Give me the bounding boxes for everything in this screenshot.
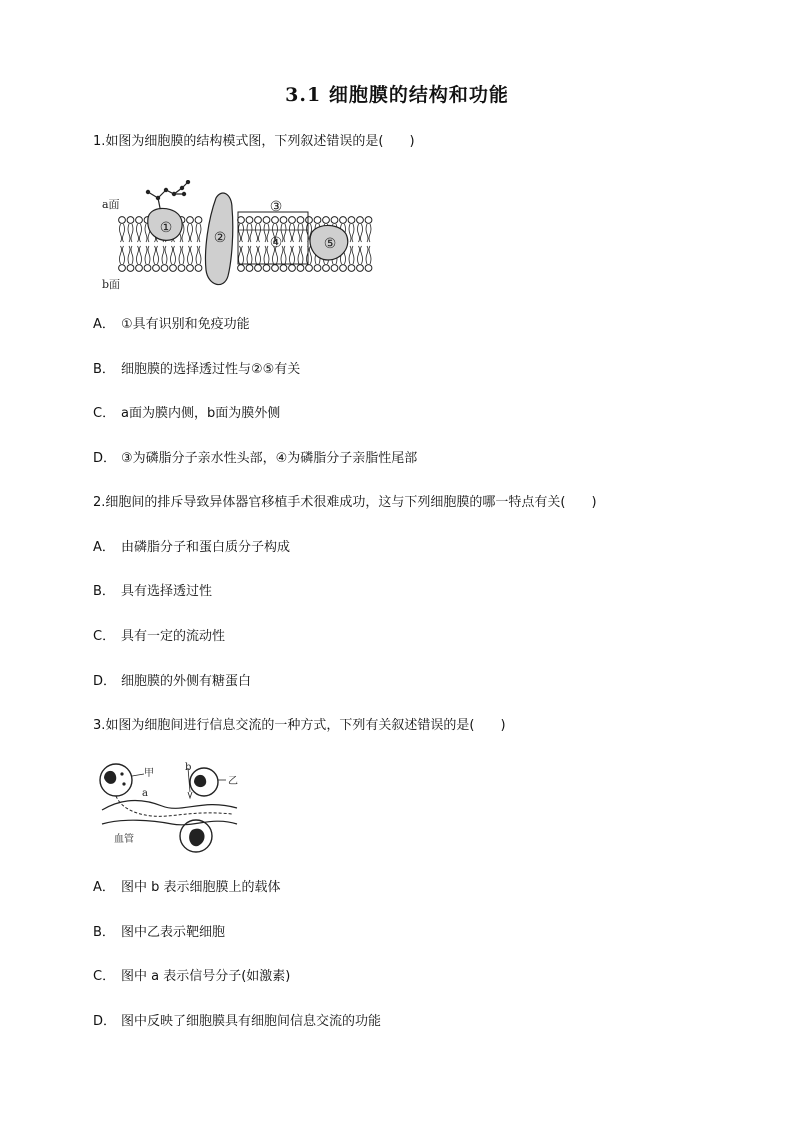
option-text: ①具有识别和免疫功能: [121, 317, 250, 332]
cell-signaling-figure: [92, 758, 252, 858]
lipid-head: [144, 265, 151, 272]
label-jia: 甲: [144, 768, 154, 779]
lipid-head: [246, 265, 253, 272]
lipid-head: [280, 265, 287, 272]
lipid-head: [263, 217, 270, 224]
option-letter: C．: [93, 406, 116, 421]
label-vessel: 血管: [114, 834, 134, 845]
lipid-head: [306, 217, 313, 224]
lipid-head: [289, 217, 296, 224]
marker-1: ①: [159, 220, 173, 236]
lipid-head: [127, 265, 134, 272]
lipid-head: [289, 265, 296, 272]
option-letter: D．: [93, 674, 117, 689]
lipid-head: [136, 265, 143, 272]
lipid-tail: [349, 224, 354, 264]
lipid-head: [187, 265, 194, 272]
lipid-head: [331, 217, 338, 224]
lipid-head: [340, 265, 347, 272]
q1-option-b[interactable]: [93, 361, 300, 379]
option-text: 细胞膜的外侧有糖蛋白: [121, 674, 252, 689]
option-letter: A．: [93, 880, 115, 895]
option-letter: D．: [93, 1014, 117, 1029]
question-1-stem: 1.如图为细胞膜的结构模式图，下列叙述错误的是( ): [93, 134, 415, 149]
signal-molecule-path: [116, 796, 232, 816]
lipid-head: [348, 217, 355, 224]
option-text: 具有选择透过性: [121, 584, 213, 599]
lipid-head: [178, 265, 185, 272]
option-text: 图中反映了细胞膜具有细胞间信息交流的功能: [121, 1014, 382, 1029]
option-letter: B．: [93, 584, 115, 599]
lipid-tail: [137, 224, 142, 264]
lipid-head: [238, 217, 245, 224]
page-title: 3.1 细胞膜的结构和功能: [285, 84, 509, 106]
lipid-head: [263, 265, 270, 272]
lipid-head: [314, 265, 321, 272]
lipid-head: [161, 265, 168, 272]
q3-option-d[interactable]: [93, 1013, 381, 1031]
q2-option-d[interactable]: [93, 673, 251, 691]
lipid-head: [306, 265, 313, 272]
label-a: a: [142, 788, 148, 799]
lipid-head: [365, 265, 372, 272]
question-3-stem: 3.如图为细胞间进行信息交流的一种方式，下列有关叙述错误的是( ): [93, 718, 506, 733]
question-2-stem: 2.细胞间的排斥导致异体器官移植手术很难成功，这与下列细胞膜的哪一特点有关( ): [93, 495, 597, 510]
lipid-head: [365, 217, 372, 224]
lipid-head: [297, 265, 304, 272]
option-text: 图中乙表示靶细胞: [121, 925, 226, 940]
option-text: ③为磷脂分子亲水性头部，④为磷脂分子亲脂性尾部: [121, 451, 418, 466]
lipid-tail: [358, 224, 363, 264]
option-letter: B．: [93, 925, 115, 940]
option-letter: D．: [93, 451, 117, 466]
lipid-head: [357, 217, 364, 224]
lipid-head: [238, 265, 245, 272]
label-yi: 乙: [228, 776, 238, 787]
option-text: a面为膜内侧，b面为膜外侧: [121, 406, 281, 421]
option-letter: C．: [93, 969, 116, 984]
lipid-head: [153, 265, 160, 272]
option-text: 细胞膜的选择透过性与②⑤有关: [121, 362, 301, 377]
lipid-tail: [128, 224, 133, 264]
lipid-head: [119, 217, 126, 224]
lipid-tail: [188, 224, 193, 264]
lipid-head: [348, 265, 355, 272]
lipid-head: [272, 265, 279, 272]
lipid-head: [340, 217, 347, 224]
lipid-head: [246, 217, 253, 224]
q1-option-a[interactable]: [93, 316, 250, 334]
label-b: b: [185, 762, 192, 773]
option-letter: C．: [93, 629, 116, 644]
option-text: 图中 a 表示信号分子(如激素): [121, 969, 291, 984]
option-text: 由磷脂分子和蛋白质分子构成: [121, 540, 291, 555]
lipid-tail: [196, 224, 201, 264]
q2-option-c[interactable]: [93, 628, 225, 646]
cell-membrane-figure: [100, 180, 380, 295]
q3-option-c[interactable]: [93, 968, 290, 986]
vessel-wall-bottom: [102, 820, 237, 825]
lipid-head: [255, 217, 262, 224]
option-text: 图中 b 表示细胞膜上的载体: [121, 880, 281, 895]
marker-4: ④: [269, 235, 283, 251]
lipid-head: [170, 265, 177, 272]
q1-option-c[interactable]: [93, 405, 280, 423]
lipid-head: [136, 217, 143, 224]
cell-jia: [100, 764, 132, 796]
lipid-head: [272, 217, 279, 224]
lipid-head: [255, 265, 262, 272]
q3-option-a[interactable]: [93, 879, 281, 897]
lipid-head: [127, 217, 134, 224]
q2-option-b[interactable]: [93, 583, 212, 601]
lipid-head: [187, 217, 194, 224]
lipid-head: [280, 217, 287, 224]
lipid-head: [195, 265, 202, 272]
lipid-head: [323, 217, 330, 224]
lipid-head: [314, 217, 321, 224]
label-b-side: b面: [102, 278, 121, 291]
q3-option-b[interactable]: [93, 924, 225, 942]
q1-option-d[interactable]: [93, 450, 417, 468]
lipid-head: [297, 217, 304, 224]
option-letter: A．: [93, 317, 115, 332]
lipid-head: [357, 265, 364, 272]
lipid-head: [119, 265, 126, 272]
marker-5: ⑤: [323, 236, 337, 252]
option-letter: A．: [93, 540, 115, 555]
lipid-head: [331, 265, 338, 272]
option-text: 具有一定的流动性: [121, 629, 226, 644]
lipid-head: [323, 265, 330, 272]
q2-option-a[interactable]: [93, 539, 290, 557]
marker-2: ②: [213, 230, 227, 246]
marker-3: ③: [269, 199, 283, 215]
lipid-tail: [120, 224, 125, 264]
lipid-tail: [366, 224, 371, 264]
lipid-head: [195, 217, 202, 224]
option-letter: B．: [93, 362, 115, 377]
label-a-side: a面: [102, 198, 120, 211]
